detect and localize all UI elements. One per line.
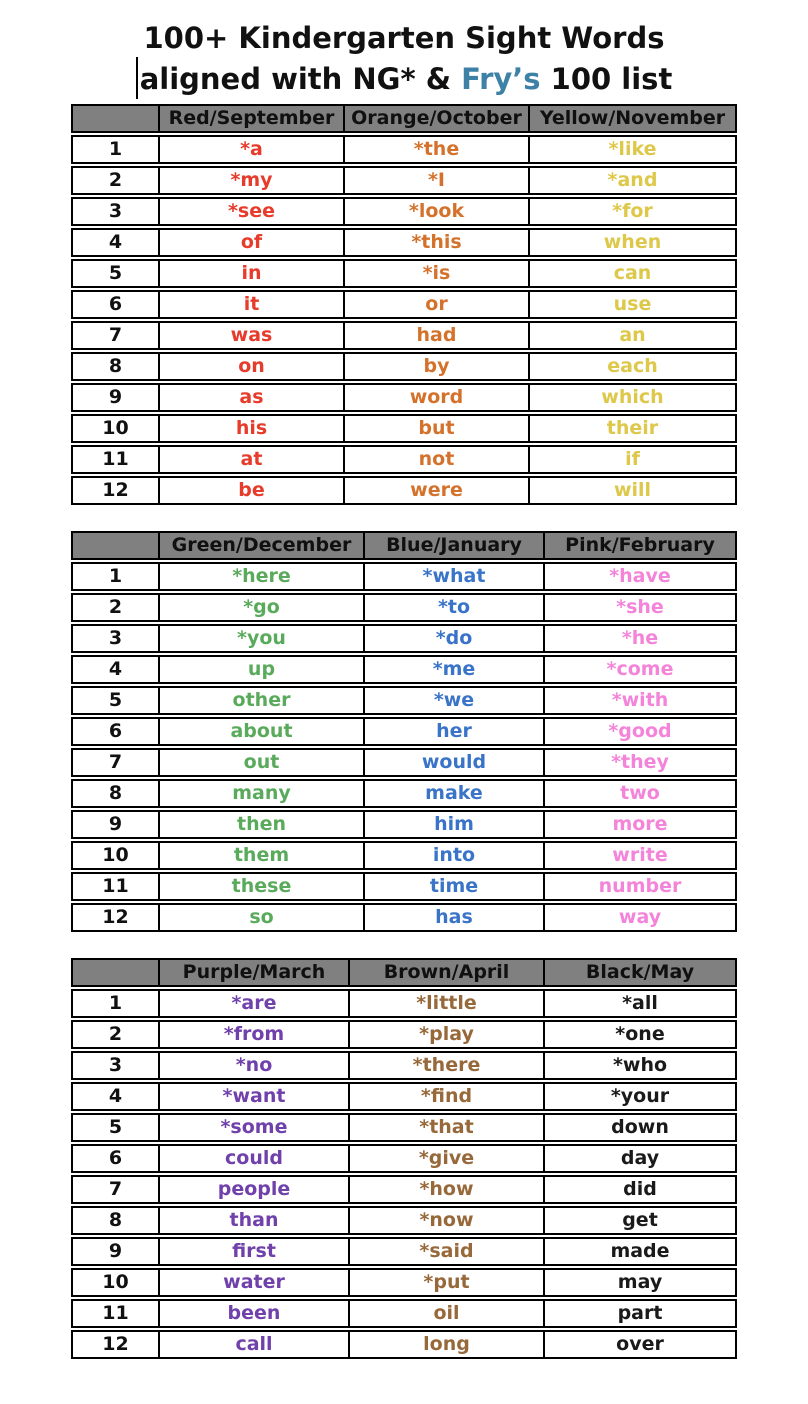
row-number: 4 <box>108 658 123 680</box>
title-text-fry: Fry’s <box>461 62 541 96</box>
row-number: 6 <box>108 293 123 315</box>
sight-word: *good <box>543 719 735 744</box>
row-number: 10 <box>102 417 129 439</box>
row-number: 12 <box>102 479 129 501</box>
table-row <box>71 989 737 1018</box>
sight-word: more <box>543 812 735 837</box>
sight-word: water <box>158 1270 348 1295</box>
sight-word: *said <box>348 1239 543 1264</box>
table-row <box>71 1206 737 1235</box>
table-row <box>71 1175 737 1204</box>
title-text-2-prefix: aligned with NG* & <box>139 62 462 96</box>
sight-word: out <box>158 750 363 775</box>
column-header: Yellow/November <box>528 106 735 131</box>
row-number: 4 <box>108 1085 123 1107</box>
sight-word: *she <box>543 595 735 620</box>
sight-word: made <box>543 1239 735 1264</box>
sight-word: if <box>528 447 735 472</box>
sight-word: way <box>543 905 735 930</box>
title-text-2-suffix: 100 list <box>540 62 673 96</box>
table-row <box>71 779 737 808</box>
sight-word: his <box>158 416 343 441</box>
row-number: 12 <box>102 906 129 928</box>
table-row <box>71 810 737 839</box>
table-row <box>71 476 737 505</box>
sight-word: *there <box>348 1053 543 1078</box>
row-number: 11 <box>102 1302 129 1324</box>
sight-word: many <box>158 781 363 806</box>
row-number: 9 <box>108 1240 123 1262</box>
sight-word: *this <box>343 230 528 255</box>
table-row <box>71 686 737 715</box>
row-number: 5 <box>108 1116 123 1138</box>
table-header-row <box>71 531 737 560</box>
sight-word: about <box>158 719 363 744</box>
sight-word: which <box>528 385 735 410</box>
header-corner-cell <box>73 533 158 558</box>
row-number: 3 <box>108 627 123 649</box>
sight-word: call <box>158 1332 348 1357</box>
sight-word: did <box>543 1177 735 1202</box>
table-row <box>71 383 737 412</box>
sight-word: *and <box>528 168 735 193</box>
sight-word: *he <box>543 626 735 651</box>
table-row <box>71 1237 737 1266</box>
row-number: 1 <box>108 138 123 160</box>
row-number: 9 <box>108 813 123 835</box>
sight-word: an <box>528 323 735 348</box>
table-row <box>71 562 737 591</box>
table-row <box>71 197 737 226</box>
table-rows <box>71 989 737 1359</box>
sight-word: *now <box>348 1208 543 1233</box>
table-row <box>71 841 737 870</box>
table-row <box>71 445 737 474</box>
sight-word: other <box>158 688 363 713</box>
sight-word: part <box>543 1301 735 1326</box>
sight-word: *no <box>158 1053 348 1078</box>
sight-word: *I <box>343 168 528 193</box>
sight-word: as <box>158 385 343 410</box>
column-header: Blue/January <box>363 533 543 558</box>
column-header: Green/December <box>158 533 363 558</box>
table-row <box>71 1144 737 1173</box>
sight-words-table-winter <box>71 531 737 932</box>
sight-word: *you <box>158 626 363 651</box>
sight-word: *see <box>158 199 343 224</box>
table-row <box>71 228 737 257</box>
table-rows <box>71 562 737 932</box>
sight-word: get <box>543 1208 735 1233</box>
table-header-row <box>71 958 737 987</box>
table-row <box>71 655 737 684</box>
row-number: 5 <box>108 262 123 284</box>
sight-word: *play <box>348 1022 543 1047</box>
sight-word: by <box>343 354 528 379</box>
table-row <box>71 166 737 195</box>
sight-word: make <box>363 781 543 806</box>
sight-word: *that <box>348 1115 543 1140</box>
title-line-1 <box>0 20 808 57</box>
table-row <box>71 1330 737 1359</box>
sight-word: of <box>158 230 343 255</box>
row-number: 11 <box>102 875 129 897</box>
sight-word: *here <box>158 564 363 589</box>
header-corner-cell <box>73 960 158 985</box>
sight-word: her <box>363 719 543 744</box>
sight-word: *find <box>348 1084 543 1109</box>
sight-word: be <box>158 478 343 503</box>
header-corner-cell <box>73 106 158 131</box>
sight-word: people <box>158 1177 348 1202</box>
sight-word: day <box>543 1146 735 1171</box>
table-row <box>71 352 737 381</box>
sight-word: oil <box>348 1301 543 1326</box>
sight-word: were <box>343 478 528 503</box>
sight-word: could <box>158 1146 348 1171</box>
column-header: Orange/October <box>343 106 528 131</box>
row-number: 8 <box>108 1209 123 1231</box>
title-line-2 <box>0 57 808 99</box>
table-row <box>71 1051 737 1080</box>
row-number: 10 <box>102 844 129 866</box>
sight-word: *give <box>348 1146 543 1171</box>
row-number: 1 <box>108 565 123 587</box>
sight-word: time <box>363 874 543 899</box>
table-row <box>71 135 737 164</box>
row-number: 3 <box>108 1054 123 1076</box>
sight-word: each <box>528 354 735 379</box>
sight-word: *for <box>528 199 735 224</box>
row-number: 2 <box>108 596 123 618</box>
sight-word: *to <box>363 595 543 620</box>
sight-words-table-fall <box>71 104 737 505</box>
sight-word: *one <box>543 1022 735 1047</box>
sight-word: use <box>528 292 735 317</box>
text-cursor <box>136 57 138 99</box>
sight-word: has <box>363 905 543 930</box>
sight-word: but <box>343 416 528 441</box>
sight-word: *who <box>543 1053 735 1078</box>
sight-word: down <box>543 1115 735 1140</box>
sight-word: *a <box>158 137 343 162</box>
sight-word: their <box>528 416 735 441</box>
sight-word: *like <box>528 137 735 162</box>
sight-word: into <box>363 843 543 868</box>
sight-word: number <box>543 874 735 899</box>
row-number: 6 <box>108 720 123 742</box>
sight-word: *how <box>348 1177 543 1202</box>
table-row <box>71 290 737 319</box>
sight-words-table-spring <box>71 958 737 1359</box>
sight-word: had <box>343 323 528 348</box>
sight-word: will <box>528 478 735 503</box>
table-rows <box>71 135 737 505</box>
row-number: 7 <box>108 751 123 773</box>
sight-word: *do <box>363 626 543 651</box>
row-number: 7 <box>108 1178 123 1200</box>
table-row <box>71 1268 737 1297</box>
sight-word: then <box>158 812 363 837</box>
sight-word: or <box>343 292 528 317</box>
column-header: Black/May <box>543 960 735 985</box>
row-number: 8 <box>108 782 123 804</box>
row-number: 7 <box>108 324 123 346</box>
sight-word: at <box>158 447 343 472</box>
sight-word: would <box>363 750 543 775</box>
sight-word: two <box>543 781 735 806</box>
sight-word: *have <box>543 564 735 589</box>
table-row <box>71 903 737 932</box>
table-row <box>71 872 737 901</box>
column-header: Red/September <box>158 106 343 131</box>
column-header: Purple/March <box>158 960 348 985</box>
sight-word: *is <box>343 261 528 286</box>
table-row <box>71 717 737 746</box>
sight-word: *we <box>363 688 543 713</box>
sight-word: over <box>543 1332 735 1357</box>
sight-word: *come <box>543 657 735 682</box>
table-row <box>71 414 737 443</box>
sight-word: in <box>158 261 343 286</box>
row-number: 5 <box>108 689 123 711</box>
sight-word: *put <box>348 1270 543 1295</box>
table-row <box>71 1082 737 1111</box>
sight-word: him <box>363 812 543 837</box>
sight-word: *little <box>348 991 543 1016</box>
row-number: 9 <box>108 386 123 408</box>
sight-word: *look <box>343 199 528 224</box>
sight-word: *want <box>158 1084 348 1109</box>
sight-word: word <box>343 385 528 410</box>
sight-word: so <box>158 905 363 930</box>
row-number: 11 <box>102 448 129 470</box>
table-header-row <box>71 104 737 133</box>
table-row <box>71 259 737 288</box>
title-text-1: 100+ Kindergarten Sight Words <box>143 21 665 55</box>
sight-word: may <box>543 1270 735 1295</box>
sight-word: than <box>158 1208 348 1233</box>
sight-word: *from <box>158 1022 348 1047</box>
sight-word: up <box>158 657 363 682</box>
sight-word: first <box>158 1239 348 1264</box>
row-number: 4 <box>108 231 123 253</box>
table-row <box>71 1299 737 1328</box>
sight-word: not <box>343 447 528 472</box>
sight-word: *go <box>158 595 363 620</box>
sight-word: them <box>158 843 363 868</box>
sight-word: *some <box>158 1115 348 1140</box>
column-header: Brown/April <box>348 960 543 985</box>
row-number: 12 <box>102 1333 129 1355</box>
sight-word: can <box>528 261 735 286</box>
row-number: 2 <box>108 1023 123 1045</box>
sight-word: *with <box>543 688 735 713</box>
sight-word: *your <box>543 1084 735 1109</box>
sight-word: write <box>543 843 735 868</box>
sight-word: *the <box>343 137 528 162</box>
sight-word: *are <box>158 991 348 1016</box>
sight-word: long <box>348 1332 543 1357</box>
sight-word: *what <box>363 564 543 589</box>
sight-word: on <box>158 354 343 379</box>
table-row <box>71 748 737 777</box>
table-row <box>71 1020 737 1049</box>
column-header: Pink/February <box>543 533 735 558</box>
sight-word: *my <box>158 168 343 193</box>
row-number: 1 <box>108 992 123 1014</box>
sight-word: when <box>528 230 735 255</box>
table-row <box>71 624 737 653</box>
sight-word: *all <box>543 991 735 1016</box>
sight-word: *they <box>543 750 735 775</box>
row-number: 10 <box>102 1271 129 1293</box>
sight-word: been <box>158 1301 348 1326</box>
row-number: 6 <box>108 1147 123 1169</box>
sight-word: these <box>158 874 363 899</box>
table-row <box>71 593 737 622</box>
table-row <box>71 1113 737 1142</box>
table-row <box>71 321 737 350</box>
document-title <box>0 0 808 99</box>
sight-word: was <box>158 323 343 348</box>
row-number: 3 <box>108 200 123 222</box>
row-number: 2 <box>108 169 123 191</box>
sight-word: it <box>158 292 343 317</box>
row-number: 8 <box>108 355 123 377</box>
sight-word: *me <box>363 657 543 682</box>
